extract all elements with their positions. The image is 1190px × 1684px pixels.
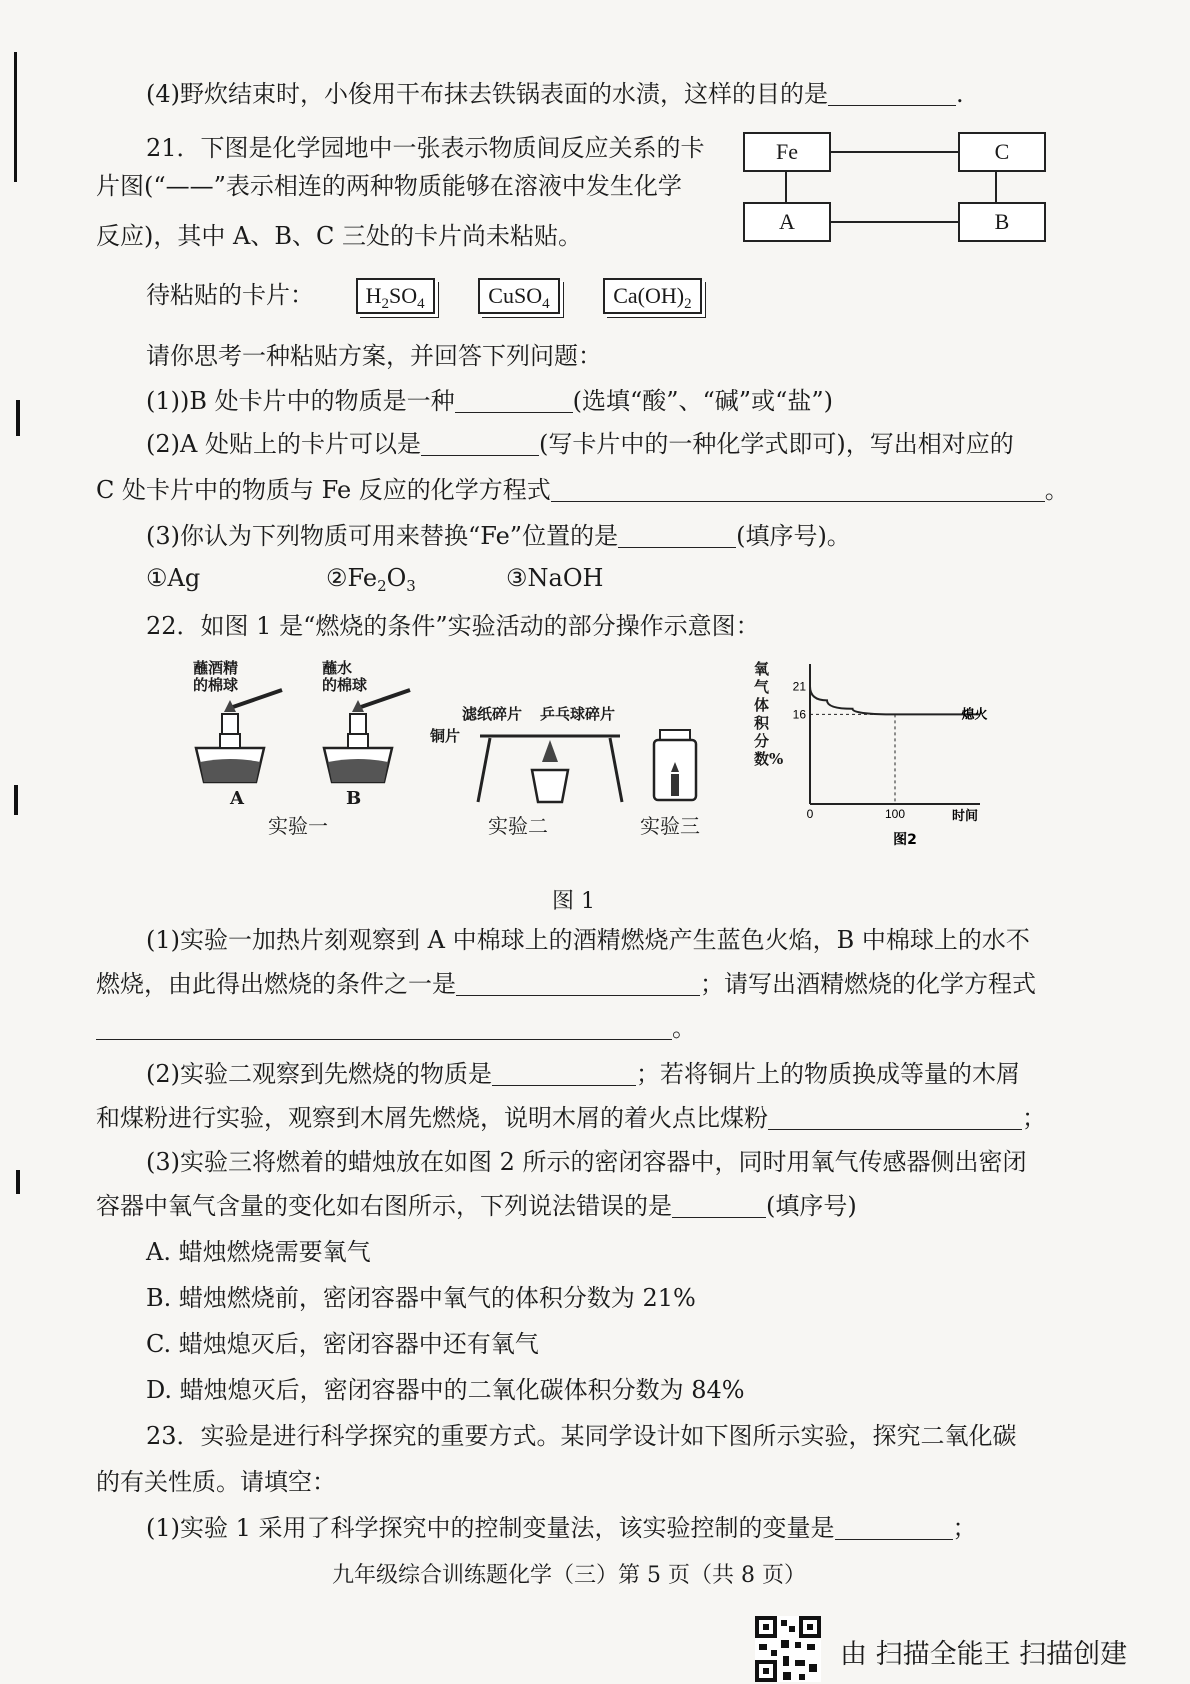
lamp-label-a: A	[230, 788, 244, 809]
qr-code-icon	[755, 1616, 821, 1682]
margin-mark	[16, 400, 20, 436]
paste-card-h2so4[interactable]: $H_2SO_4$	[356, 278, 435, 314]
answer-blank[interactable]	[455, 388, 573, 413]
candle	[671, 774, 679, 796]
q21-part2-line2: C 处卡片中的物质与 Fe 反应的化学方程式 。	[96, 476, 1069, 504]
wick-b	[350, 714, 366, 734]
experiment-1-caption: 实验一	[268, 814, 328, 838]
answer-blank[interactable]	[96, 1015, 672, 1040]
answer-blank[interactable]	[456, 971, 700, 996]
paste-card-caoh2[interactable]: $Ca(OH)_2$	[603, 278, 701, 314]
lamp-liquid-b	[328, 759, 388, 782]
q22-intro: 22．如图 1 是“燃烧的条件”实验活动的部分操作示意图：	[146, 612, 760, 640]
q21-prompt: 请你思考一种粘贴方案，并回答下列问题：	[146, 342, 602, 370]
q23-line2: 的有关性质。请填空：	[96, 1468, 336, 1496]
q21-intro-line1: 21．下图是化学园地中一张表示物质间反应关系的卡	[146, 134, 705, 162]
q22-part1-line2: 燃烧，由此得出燃烧的条件之一是 ；请写出酒精燃烧的化学方程式	[96, 970, 1036, 998]
q21-options	[146, 562, 603, 594]
page-footer: 九年级综合训练题化学（三）第 5 页（共 8 页）	[332, 1563, 806, 1588]
answer-blank[interactable]	[672, 1193, 766, 1218]
experiment-2-caption: 实验二	[488, 814, 548, 838]
experiment-3-caption: 实验三	[640, 814, 700, 838]
q21-intro-line3: 反应)，其中 A、B、C 三处的卡片尚未粘贴。	[96, 222, 582, 250]
figure-1-caption: 图 1	[552, 889, 595, 914]
q22-part2-line2: 和煤粉进行实验，观察到木屑先燃烧，说明木屑的着火点比煤粉 ；	[96, 1104, 1046, 1132]
option-3: ③NaOH	[506, 564, 604, 592]
q23-part1: (1)实验 1 采用了科学探究中的控制变量法，该实验控制的变量是 ；	[146, 1514, 977, 1542]
x-tick-label: 100	[884, 807, 906, 821]
tweezers-b	[358, 690, 410, 708]
q21-part3: (3)你认为下列物质可用来替换“Fe”位置的是 (填序号)。	[146, 522, 851, 550]
annotation-extinguish: 熄火	[961, 707, 988, 723]
q22-option-d: D. 蜡烛熄灭后，密闭容器中的二氧化碳体积分数为 84%	[146, 1376, 745, 1404]
margin-mark	[16, 1170, 20, 1194]
x-axis-label: 时间	[952, 809, 979, 824]
wick-a	[222, 714, 238, 734]
paste-card-cuso4[interactable]: CuSO$_4$	[478, 278, 559, 314]
answer-blank[interactable]	[828, 81, 956, 106]
option-2: $②Fe_2O_3$	[326, 564, 416, 595]
card-a[interactable]: A	[743, 202, 831, 242]
y-tick-label: 21	[792, 679, 806, 694]
card-c[interactable]: C	[958, 132, 1046, 172]
chart-title: 图2	[893, 832, 917, 848]
margin-mark	[14, 52, 17, 182]
q21-part2-line1: (2)A 处贴上的卡片可以是 (写卡片中的一种化学式即可)，写出相对应的	[146, 430, 1014, 458]
burner	[532, 770, 568, 802]
experiment-3-jar	[650, 728, 700, 804]
q22-option-c: C. 蜡烛熄灭后，密闭容器中还有氧气	[146, 1330, 539, 1358]
y-tick-label: 16	[792, 707, 806, 722]
experiment-2-apparatus	[470, 726, 630, 806]
oxygen-curve	[810, 686, 980, 714]
x-tick-label: 0	[806, 807, 814, 821]
tweezers-a	[230, 690, 282, 708]
lamp-label-b: B	[346, 788, 362, 809]
label-water-ball: 蘸水 的棉球	[322, 659, 368, 694]
q22-option-a: A. 蜡烛燃烧需要氧气	[146, 1238, 371, 1266]
answer-blank[interactable]	[768, 1105, 1022, 1130]
label-copper: 铜片	[430, 727, 461, 745]
card-fe: Fe	[743, 132, 831, 172]
answer-blank[interactable]	[618, 523, 736, 548]
answer-blank[interactable]	[835, 1515, 953, 1540]
q22-option-b: B. 蜡烛燃烧前，密闭容器中氧气的体积分数为 21%	[146, 1284, 696, 1312]
q22-part3-line2: 容器中氧气含量的变化如右图所示，下列说法错误的是 (填序号)	[96, 1192, 857, 1220]
answer-blank[interactable]	[551, 477, 1045, 502]
q21-part1: (1))B 处卡片中的物质是一种 (选填“酸”、“碱”或“盐”)	[146, 387, 833, 415]
label-alcohol-ball: 蘸酒精 的棉球	[193, 659, 239, 694]
burner-flame	[542, 740, 558, 762]
answer-blank[interactable]	[421, 431, 539, 456]
option-1: ①Ag	[146, 564, 201, 592]
label-filter-paper: 滤纸碎片	[462, 705, 523, 723]
experiment-1-lamps	[190, 690, 440, 800]
q23-line1: 23．实验是进行科学探究的重要方式。某同学设计如下图所示实验，探究二氧化碳	[146, 1422, 1017, 1450]
scanner-watermark: 由 扫描全能王 扫描创建	[840, 1639, 1128, 1670]
label-pingpong: 乒乓球碎片	[540, 705, 616, 723]
chart-ylabel: 氧气体积分数%	[754, 660, 784, 768]
q20-part4: (4)野炊结束时，小俊用干布抹去铁锅表面的水渍，这样的目的是 .	[146, 80, 964, 108]
q21-intro-line2: 片图(“——”表示相连的两种物质能够在溶液中发生化学	[96, 172, 682, 200]
lamp-liquid-a	[200, 759, 260, 782]
paste-cards-row: 待粘贴的卡片： $H_2SO_4$ CuSO$_4$ $Ca(OH)_2$	[146, 278, 738, 314]
q22-part1-line3: 。	[96, 1012, 696, 1044]
answer-blank[interactable]	[492, 1061, 636, 1086]
q22-part3-line1: (3)实验三将燃着的蜡烛放在如图 2 所示的密闭容器中，同时用氧气传感器侧出密闭	[146, 1148, 1027, 1176]
margin-mark	[14, 785, 18, 815]
oxygen-chart	[780, 664, 988, 848]
q22-part1-line1: (1)实验一加热片刻观察到 A 中棉球上的酒精燃烧产生蓝色火焰，B 中棉球上的水不	[146, 926, 1030, 954]
q22-part2-line1: (2)实验二观察到先燃烧的物质是 ；若将铜片上的物质换成等量的木屑	[146, 1060, 1020, 1088]
card-b[interactable]: B	[958, 202, 1046, 242]
